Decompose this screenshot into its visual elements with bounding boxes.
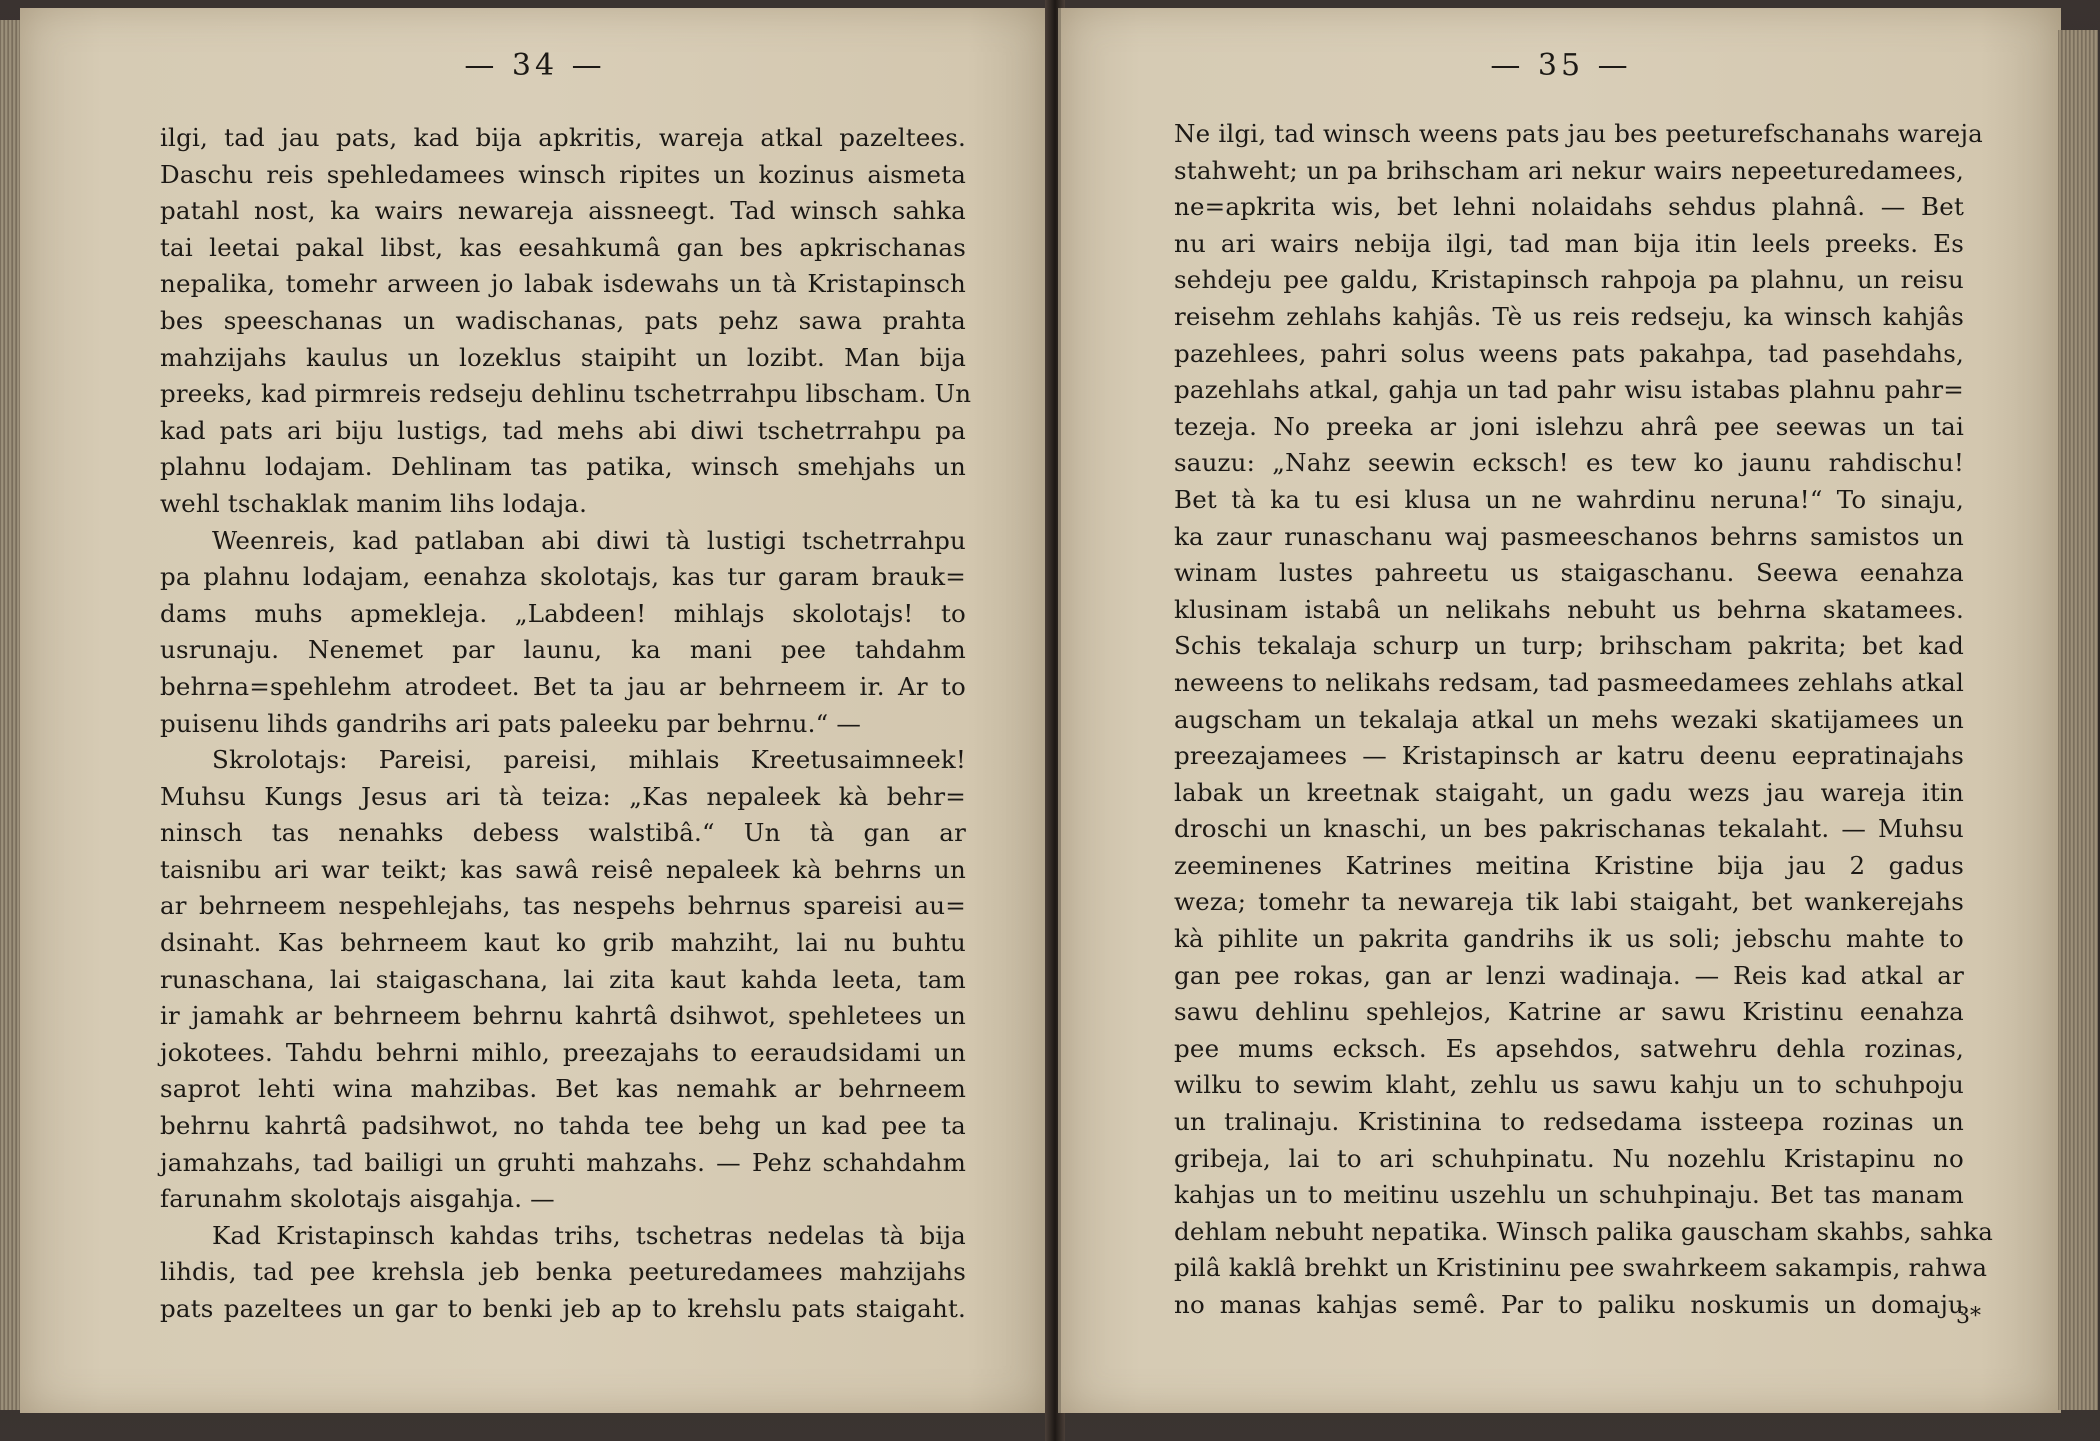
- text-line: wilku to sewim klaht, zehlu us sawu kahju un to schuhpoju: [1174, 1070, 1964, 1100]
- text-line: droschi un knaschi, un bes pakrischanas tekalaht. — Muhsu: [1174, 814, 1964, 844]
- page-text-block: [1174, 116, 1994, 1324]
- text-line: Kad Kristapinsch kahdas trihs, tschetras nedelas tà bija: [212, 1220, 966, 1250]
- text-line: nepalika, tomehr arween jo labak isdewahs un tà Kristapinsch: [160, 269, 966, 299]
- text-line: Muhsu Kungs Jesus ari tà teiza: „Kas nepaleek kà behr=: [160, 781, 966, 811]
- text-line: Schis tekalaja schurp un turp; brihscham pakrita; bet kad: [1174, 631, 1964, 661]
- text-line: ilgi, tad jau pats, kad bija apkritis, wareja atkal pazeltees.: [160, 123, 966, 152]
- text-line: tai leetai pakal libst, kas eesahkumâ gan bes apkrischanas: [160, 232, 966, 262]
- text-line: jamahzahs, tad bailigi un gruhti mahzahs. — Pehz schahdahm: [160, 1147, 966, 1177]
- text-line: dsinaht. Kas behrneem kaut ko grib mahziht, lai nu buhtu: [160, 928, 966, 958]
- text-line: Bet tà ka tu esi klusa un ne wahrdinu neruna!“ To sinaju,: [1174, 484, 1964, 514]
- text-line: un tralinaju. Kristinina to redsedama issteepa rozinas un: [1174, 1107, 1964, 1137]
- text-line: puisenu lihds gandrihs ari pats paleeku par behrnu.“ —: [160, 708, 862, 738]
- text-line: usrunaju. Nenemet par launu, ka mani pee tahdahm: [160, 635, 966, 665]
- text-line: pilâ kaklâ brehkt un Kristininu pee swahrkeem sakampis, rahwa: [1174, 1253, 1988, 1283]
- text-line: stahweht; un pa brihscham ari nekur wairs nepeeturedamees,: [1174, 155, 1964, 185]
- text-line: gribeja, lai to ari schuhpinatu. Nu nozehlu Kristapinu no: [1174, 1143, 1964, 1173]
- text-line: ir jamahk ar behrneem behrnu kahrtâ dsihwot, spehletees un: [160, 1001, 966, 1031]
- page-text-block: [160, 120, 972, 1328]
- text-line: sawu dehlinu spehlejos, Katrine ar sawu Kristinu eenahza: [1174, 997, 1964, 1027]
- text-line: ar behrneem nespehlejahs, tas nespehs behrnus spareisi au=: [160, 891, 966, 921]
- text-line: labak un kreetnak staigaht, un gadu wezs jau wareja itin: [1174, 777, 1964, 807]
- text-line: behrna=spehlehm atrodeet. Bet ta jau ar behrneem ir. Ar to: [160, 671, 966, 701]
- page-number: — 35 —: [1490, 48, 1632, 83]
- text-line: no manas kahjas semê. Par to paliku noskumis un domaju: [1174, 1290, 1964, 1319]
- text-line: patahl nost, ka wairs newareja aissneegt. Tad winsch sahka: [160, 196, 966, 226]
- text-line: pats pazeltees un gar to benki jeb ap to krehslu pats staigaht.: [160, 1294, 966, 1323]
- text-line: wehl tschaklak manim lihs lodaja.: [160, 488, 588, 518]
- text-line: preezajamees — Kristapinsch ar katru deenu eepratinajahs: [1174, 741, 1964, 771]
- text-line: weza; tomehr ta newareja tik labi staigaht, bet wankerejahs: [1174, 887, 1964, 917]
- text-line: neweens to nelikahs redsam, tad pasmeedamees zehlahs atkal: [1174, 667, 1964, 697]
- text-line: kà pihlite un pakrita gandrihs ik us soli; jebschu mahte to: [1174, 924, 1964, 954]
- page-stack-edge-right: [2058, 30, 2098, 1410]
- text-line: reisehm zehlahs kahjâs. Tè us reis redseju, ka winsch kahjâs: [1174, 301, 1964, 331]
- text-line: gan pee rokas, gan ar lenzi wadinaja. — Reis kad atkal ar: [1174, 960, 1964, 990]
- text-line: sehdeju pee galdu, Kristapinsch rahpoja pa plahnu, un reisu: [1174, 265, 1964, 295]
- signature-mark: 3*: [1956, 1304, 1981, 1329]
- text-line: Skrolotajs: Pareisi, pareisi, mihlais Kreetusaimneek!: [212, 745, 966, 775]
- text-line: Weenreis, kad patlaban abi diwi tà lustigi tschetrrahpu: [212, 525, 966, 555]
- text-line: jokotees. Tahdu behrni mihlo, preezajahs to eeraudsidami un: [160, 1037, 966, 1067]
- text-line: winam lustes pahreetu us staigaschanu. Seewa eenahza: [1174, 558, 1964, 588]
- text-line: preeks, kad pirmreis redseju dehlinu tschetrrahpu libscham. Un: [160, 379, 972, 409]
- text-line: tezeja. No preeka ar joni islehzu ahrâ pee seewas un tai: [1174, 411, 1964, 441]
- text-line: taisnibu ari war teikt; kas sawâ reisê nepaleek kà behrns un: [160, 854, 966, 884]
- page-stack-edge-left: [0, 20, 22, 1410]
- text-line: zeeminenes Katrines meitina Kristine bija jau 2 gadus: [1174, 850, 1964, 880]
- text-line: bes speeschanas un wadischanas, pats pehz sawa prahta: [160, 305, 966, 335]
- text-line: sauzu: „Nahz seewin ecksch! es tew ko jaunu rahdischu!: [1174, 448, 1964, 478]
- left-page: [20, 8, 1053, 1413]
- text-line: pazehlahs atkal, gahja un tad pahr wisu istabas plahnu pahr=: [1174, 375, 1964, 405]
- text-line: dehlam nebuht nepatika. Winsch palika gauscham skahbs, sahka: [1174, 1216, 1994, 1246]
- text-line: ninsch tas nenahks debess walstibâ.“ Un tà gan ar: [160, 818, 966, 848]
- text-line: ne=apkrita wis, bet lehni nolaidahs sehdus plahnâ. — Bet: [1174, 192, 1964, 222]
- text-line: lihdis, tad pee krehsla jeb benka peeturedamees mahzijahs: [160, 1257, 966, 1287]
- page-number: — 34 —: [464, 48, 606, 83]
- text-line: pee mums ecksch. Es apsehdos, satwehru dehla rozinas,: [1174, 1033, 1964, 1063]
- text-line: farunahm skolotajs aisgahja. —: [160, 1184, 555, 1214]
- text-line: Ne ilgi, tad winsch weens pats jau bes peeturefschanahs wareja: [1174, 119, 1983, 148]
- text-line: runaschana, lai staigaschana, lai zita kaut kahda leeta, tam: [160, 964, 966, 994]
- text-line: nu ari wairs nebija ilgi, tad man bija itin leels preeks. Es: [1174, 228, 1964, 258]
- text-line: kahjas un to meitinu uszehlu un schuhpinaju. Bet tas manam: [1174, 1180, 1964, 1210]
- text-line: saprot lehti wina mahzibas. Bet kas nemahk ar behrneem: [160, 1074, 966, 1104]
- text-line: behrnu kahrtâ padsihwot, no tahda tee behg un kad pee ta: [160, 1111, 966, 1141]
- text-line: plahnu lodajam. Dehlinam tas patika, winsch smehjahs un: [160, 452, 966, 482]
- text-line: kad pats ari biju lustigs, tad mehs abi diwi tschetrrahpu pa: [160, 415, 966, 445]
- text-line: klusinam istabâ un nelikahs nebuht us behrna skatamees.: [1174, 594, 1964, 624]
- text-line: pa plahnu lodajam, eenahza skolotajs, kas tur garam brauk=: [160, 562, 966, 592]
- right-page: [1058, 8, 2061, 1413]
- text-line: pazehlees, pahri solus weens pats pakahpa, tad pasehdahs,: [1174, 338, 1964, 368]
- text-line: mahzijahs kaulus un lozeklus staipiht un lozibt. Man bija: [160, 342, 966, 372]
- text-line: augscham un tekalaja atkal un mehs wezaki skatijamees un: [1174, 704, 1964, 734]
- text-line: ka zaur runaschanu waj pasmeeschanos behrns samistos un: [1174, 521, 1964, 551]
- text-line: dams muhs apmekleja. „Labdeen! mihlajs skolotajs! to: [160, 598, 966, 628]
- text-line: Daschu reis spehledamees winsch ripites un kozinus aismeta: [160, 159, 966, 189]
